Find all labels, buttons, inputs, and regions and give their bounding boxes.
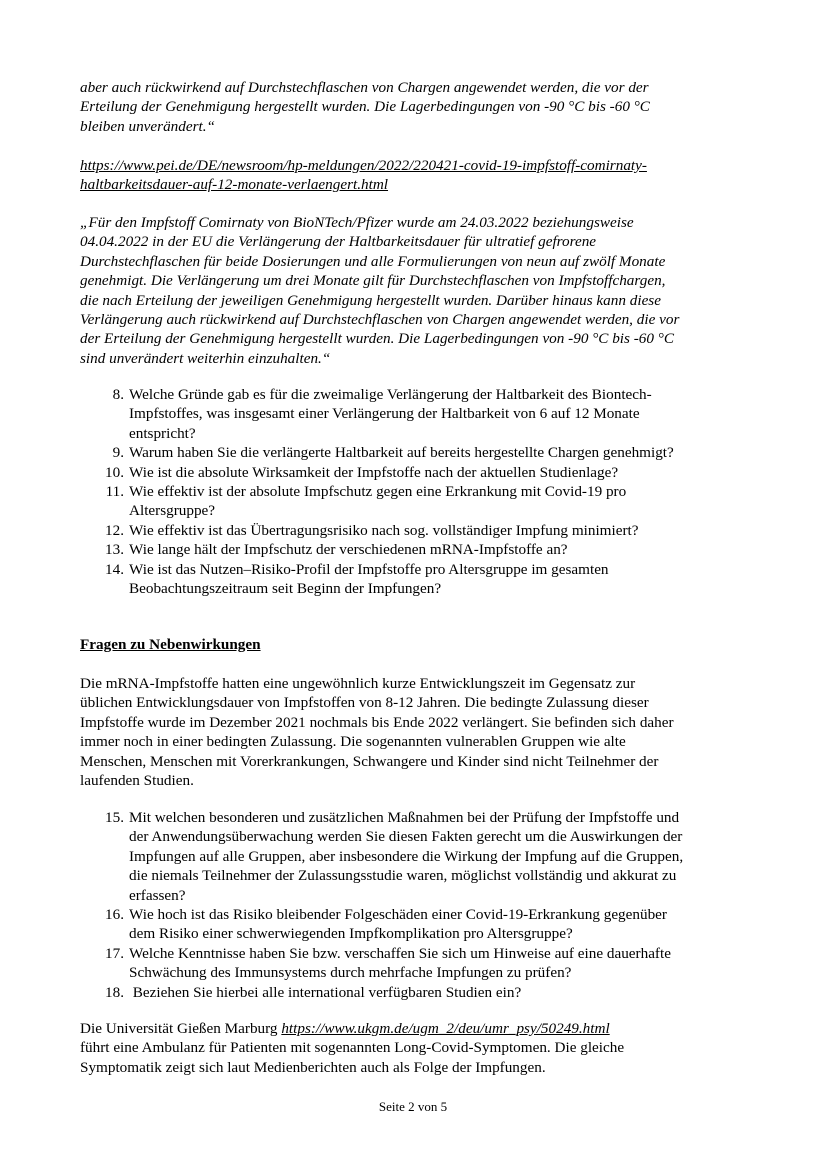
item-line: Wie lange hält der Impfschutz der verschiedenen mRNA-Impfstoffe an? <box>129 541 568 559</box>
item-line: Wie effektiv ist der absolute Impfschutz gegen eine Erkrankung mit Covid-19 pro <box>129 483 627 501</box>
quote-line: genehmigt. Die Verlängerung um drei Monate gilt für Durchstechflaschen von Impfstoffchargen, <box>80 272 666 290</box>
item-line: Altersgruppe? <box>129 502 216 520</box>
item-line: Wie effektiv ist das Übertragungsrisiko nach sog. vollständiger Impfung minimiert? <box>129 521 639 539</box>
text-line: führt eine Ambulanz für Patienten mit sogenannten Long-Covid-Symptomen. Die gleiche <box>80 1039 625 1057</box>
quote-line: „Für den Impfstoff Comirnaty von BioNTech/Pfizer wurde am 24.03.2022 beziehungsweise <box>80 214 634 231</box>
ukgm-link[interactable]: https://www.ukgm.de/ugm_2/deu/umr_psy/50249.html <box>281 1020 610 1037</box>
item-line: Impfungen auf alle Gruppen, aber insbesondere die Wirkung der Impfung auf die Gruppen, <box>129 847 684 865</box>
item-line: erfassen? <box>129 886 186 904</box>
item-line: Welche Gründe gab es für die zweimalige Verlängerung der Haltbarkeit des Biontech- <box>129 386 652 403</box>
item-number: 16. <box>105 906 124 924</box>
list-item <box>80 540 746 559</box>
quote-line: bleiben unverändert.“ <box>80 117 215 135</box>
item-number: 11. <box>105 483 124 501</box>
quote-line: aber auch rückwirkend auf Durchstechflaschen von Chargen angewendet werden, die vor der <box>80 79 649 96</box>
item-line: Schwächung des Immunsystems durch mehrfache Impfungen zu prüfen? <box>129 964 572 982</box>
item-line: Mit welchen besonderen und zusätzlichen Maßnahmen bei der Prüfung der Impfstoffe und <box>129 809 680 826</box>
text-line: laufenden Studien. <box>80 772 194 790</box>
quote-line: Durchstechflaschen für beide Dosierungen und alle Formulierungen von neun auf zwölf Monate <box>80 252 666 270</box>
list-item <box>80 808 746 905</box>
quote-line: sind unverändert weiterhin einzuhalten.“ <box>80 349 331 367</box>
item-line: Wie hoch ist das Risiko bleibender Folgeschäden einer Covid-19-Erkrankung gegenüber <box>129 906 667 924</box>
text-line: Symptomatik zeigt sich laut Medienberichten auch als Folge der Impfungen. <box>80 1058 546 1076</box>
list-item <box>80 944 746 983</box>
list-item <box>80 905 746 944</box>
closing-prefix: Die Universität Gießen Marburg <box>80 1020 282 1037</box>
text-line: Die mRNA-Impfstoffe hatten eine ungewöhnlich kurze Entwicklungszeit im Gegensatz zur <box>80 675 636 692</box>
list-item <box>80 463 746 482</box>
list-item <box>80 983 746 1002</box>
quote-line: Verlängerung auch rückwirkend auf Durchstechflaschen von Chargen angewendet werden, die vor <box>80 311 680 329</box>
item-line: Wie ist das Nutzen–Risiko-Profil der Impfstoffe pro Altersgruppe im gesamten <box>129 560 609 578</box>
text-line: üblichen Entwicklungsdauer von Impfstoffen von 8-12 Jahren. Die bedingte Zulassung dieser <box>80 694 649 712</box>
closing-first-line <box>80 1019 746 1038</box>
quote-line: 04.04.2022 in der EU die Verlängerung der Haltbarkeitsdauer für ultratief gefrorene <box>80 233 597 251</box>
item-line: Beobachtungszeitraum seit Beginn der Impfungen? <box>129 580 442 598</box>
item-line: entspricht? <box>129 424 196 442</box>
item-number: 14. <box>105 560 124 578</box>
pei-link[interactable]: https://www.pei.de/DE/newsroom/hp-meldungen/2022/220421-covid-19-impfstoff-comirnaty- <box>80 157 647 174</box>
item-line: Impfstoffes, was insgesamt einer Verlängerung der Haltbarkeit von 6 auf 12 Monate <box>129 405 640 423</box>
item-line: Beziehen Sie hierbei alle international verfügbaren Studien ein? <box>129 983 522 1001</box>
text-line: Impfstoffe wurde im Dezember 2021 nochmals bis Ende 2022 verlängert. Sie befinden sich daher <box>80 713 674 731</box>
item-number: 13. <box>105 541 124 559</box>
item-line: dem Risiko einer schwerwiegenden Impfkomplikation pro Altersgruppe? <box>129 925 573 943</box>
item-number: 10. <box>105 463 124 481</box>
quote-line: der Erteilung der Genehmigung hergestellt wurden. Die Lagerbedingungen von -90 °C bis -60 °C <box>80 330 674 348</box>
item-line: die niemals Teilnehmer der Zulassungsstudie waren, möglichst vollständig und akkurat zu <box>129 867 677 885</box>
page-number: Seite 2 von 5 <box>378 1099 448 1114</box>
item-number: 9. <box>112 444 124 462</box>
item-line: der Anwendungsüberwachung werden Sie diesen Fakten gerecht um die Auswirkungen der <box>129 828 683 846</box>
item-number: 17. <box>105 944 124 962</box>
pei-link-paragraph <box>80 156 746 195</box>
section-heading: Fragen zu Nebenwirkungen <box>80 636 261 653</box>
list-item <box>80 482 746 521</box>
closing-paragraph <box>80 1019 746 1077</box>
item-number: 15. <box>105 809 124 826</box>
questions-efficacy-list <box>80 385 746 598</box>
quote-continuation <box>80 78 746 136</box>
list-item <box>80 385 746 443</box>
item-number: 12. <box>105 521 124 539</box>
item-number: 18. <box>105 983 124 1001</box>
quote-line: Erteilung der Genehmigung hergestellt wurden. Die Lagerbedingungen von -90 °C bis -60 °C <box>80 98 650 116</box>
item-line: Wie ist die absolute Wirksamkeit der Impfstoffe nach der aktuellen Studienlage? <box>129 463 619 481</box>
comirnaty-quote <box>80 213 746 368</box>
list-item <box>80 521 746 540</box>
text-line: immer noch in einer bedingten Zulassung. Die sogenannten vulnerablen Gruppen wie alte <box>80 733 626 751</box>
text-line: Menschen, Menschen mit Vorerkrankungen, Schwangere und Kinder sind nicht Teilnehmer der <box>80 752 659 770</box>
item-line: Warum haben Sie die verlängerte Haltbarkeit auf bereits hergestellte Chargen genehmigt? <box>129 444 674 462</box>
item-number: 8. <box>112 386 124 403</box>
list-item <box>80 560 746 599</box>
list-item <box>80 443 746 462</box>
pei-link[interactable]: haltbarkeitsdauer-auf-12-monate-verlaengert.html <box>80 176 389 194</box>
quote-line: die nach Erteilung der jeweiligen Genehmigung hergestellt wurden. Darüber hinaus kann diese <box>80 291 661 309</box>
questions-side-effects-list <box>80 808 746 1002</box>
item-line: Welche Kenntnisse haben Sie bzw. verschaffen Sie sich um Hinweise auf eine dauerhafte <box>129 944 671 962</box>
intro-paragraph <box>80 674 746 790</box>
